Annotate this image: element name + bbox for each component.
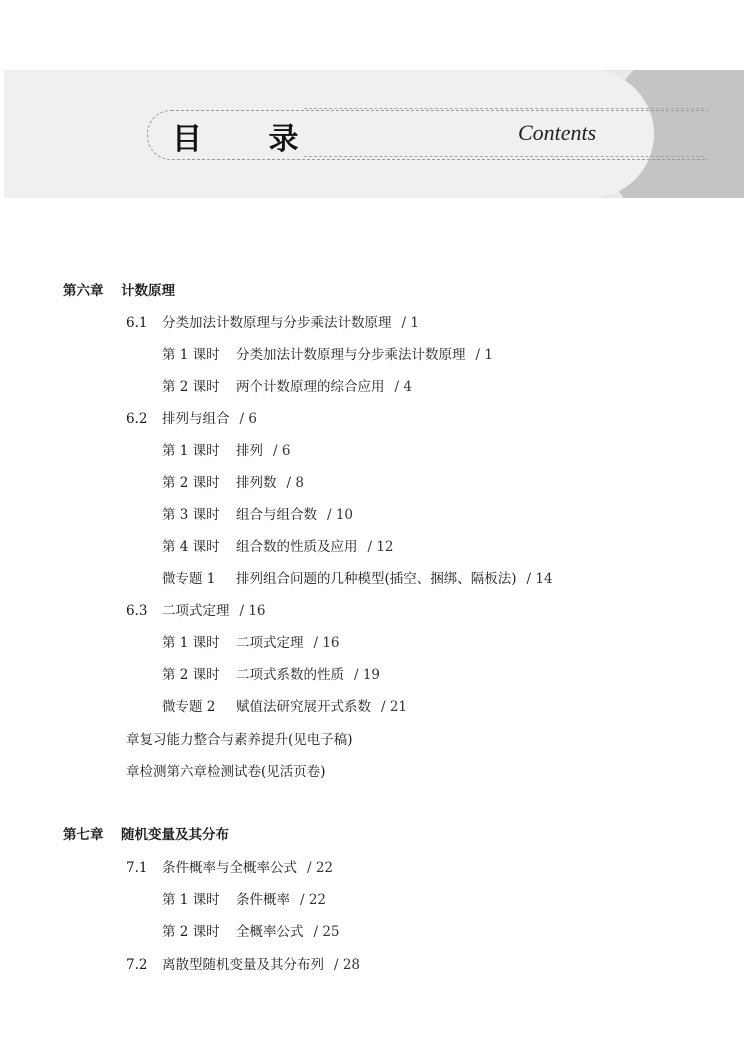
entry-title: 排列与组合 [162,411,230,427]
entry-page-number: / 16 [239,603,266,619]
entry-page-number: / 16 [313,635,340,651]
section-entry [126,602,266,620]
entry-title: 排列 [236,443,263,459]
entry-title: 二项式系数的性质 [236,667,344,683]
entry-page-number: / 6 [273,443,291,459]
entry-label: 第 1 课时 [162,443,220,459]
entry-title: 能力整合与素养提升(见电子稿) [166,732,353,748]
entry-label: 第七章 [63,827,104,843]
lesson-entry [162,378,412,396]
entry-title: 条件概率 [236,892,290,908]
entry-title: 第六章检测试卷(见活页卷) [166,764,326,780]
entry-title: 赋值法研究展开式系数 [236,699,371,715]
entry-page-number: / 22 [300,892,327,908]
entry-page-number: / 28 [334,957,361,973]
entry-page-number: / 22 [307,860,334,876]
lesson-entry [162,442,290,460]
entry-title: 二项式定理 [236,635,304,651]
entry-label: 第 1 课时 [162,892,220,908]
entry-label: 第 2 课时 [162,379,220,395]
page-subtitle: Contents [518,120,597,145]
lesson-entry [162,474,304,492]
entry-title: 分类加法计数原理与分步乘法计数原理 [162,315,392,331]
section-entry [126,731,353,749]
entry-label: 第 1 课时 [162,635,220,651]
entry-page-number: / 8 [286,475,304,491]
entry-title: 组合与组合数 [236,507,317,523]
lesson-entry [162,698,407,716]
entry-title: 离散型随机变量及其分布列 [162,957,324,973]
entry-page-number: / 1 [475,347,493,363]
lesson-entry [162,346,493,364]
lesson-entry [162,923,340,941]
entry-label: 微专题 2 [162,699,216,715]
entry-label: 第 1 课时 [162,347,220,363]
entry-label: 第 2 课时 [162,667,220,683]
lesson-entry [162,538,394,556]
section-entry [126,314,419,332]
section-entry [126,956,360,974]
entry-label: 第六章 [63,283,104,299]
entry-page-number: / 1 [401,315,419,331]
banner-dash-top [304,108,704,109]
entry-page-number: / 6 [239,411,257,427]
lesson-entry [162,570,553,588]
section-entry [126,410,257,428]
entry-title: 随机变量及其分布 [121,827,229,843]
entry-label: 第 2 课时 [162,924,220,940]
entry-title: 排列数 [236,475,277,491]
entry-page-number: / 21 [381,699,408,715]
entry-page-number: / 4 [394,379,412,395]
entry-page-number: / 14 [526,571,553,587]
lesson-entry [162,666,380,684]
entry-title: 组合数的性质及应用 [236,539,358,555]
entry-label: 7.2 [126,957,148,973]
entry-label: 章复习 [126,732,167,748]
entry-page-number: / 25 [313,924,340,940]
entry-title: 全概率公式 [236,924,304,940]
entry-label: 微专题 1 [162,571,216,587]
entry-label: 7.1 [126,860,148,876]
lesson-entry [162,506,353,524]
lesson-entry [162,634,340,652]
entry-title: 条件概率与全概率公式 [162,860,297,876]
entry-title: 计数原理 [121,283,175,299]
entry-label: 章检测 [126,764,167,780]
lesson-entry [162,891,326,909]
entry-label: 6.2 [126,411,148,427]
entry-title: 两个计数原理的综合应用 [236,379,385,395]
section-entry [126,763,326,781]
entry-title: 分类加法计数原理与分步乘法计数原理 [236,347,466,363]
header-banner [4,70,744,198]
page-title: 目 录 [172,122,327,157]
entry-label: 第 4 课时 [162,539,220,555]
chapter-heading [63,826,229,844]
chapter-heading [63,282,175,300]
entry-title: 二项式定理 [162,603,230,619]
entry-label: 第 2 课时 [162,475,220,491]
entry-title: 排列组合问题的几种模型(插空、捆绑、隔板法) [236,571,517,587]
entry-label: 6.1 [126,315,148,331]
section-entry [126,859,333,877]
entry-label: 第 3 课时 [162,507,220,523]
entry-page-number: / 12 [367,539,394,555]
entry-label: 6.3 [126,603,148,619]
entry-page-number: / 10 [327,507,354,523]
entry-page-number: / 19 [354,667,381,683]
